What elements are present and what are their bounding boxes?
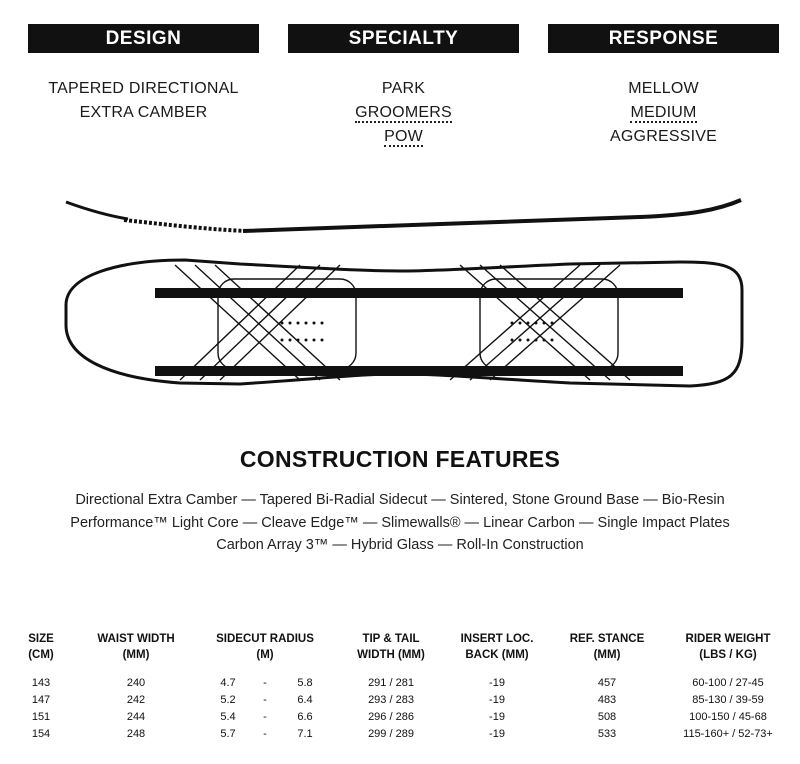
table-cell-sc-min: 4.7 xyxy=(220,677,236,689)
table-column-header xyxy=(216,631,314,663)
header-line: RIDER WEIGHT xyxy=(685,633,771,645)
header-line: WAIST WIDTH xyxy=(97,633,175,645)
table-cell-sc-min: 5.7 xyxy=(220,728,236,740)
table-cell-sc-max: 6.6 xyxy=(297,711,313,723)
construction-features-text xyxy=(0,489,800,557)
header-line: (CM) xyxy=(28,649,54,661)
specialty-list xyxy=(288,77,519,149)
table-cell-size: 154 xyxy=(31,728,51,740)
construction-line: Directional Extra Camber — Tapered Bi-Radial Sidecut — Sintered, Stone Ground Base — Bio-Resin xyxy=(75,492,725,508)
header-line: WIDTH (MM) xyxy=(357,649,425,661)
table-cell-waist: 248 xyxy=(126,728,146,740)
table-cell-insert: -19 xyxy=(489,694,505,706)
header-line: (MM) xyxy=(593,649,621,661)
specialty-item-label: GROOMERS xyxy=(355,104,452,121)
table-cell-weight: 60-100 / 27-45 xyxy=(692,677,764,689)
table-column-header xyxy=(357,631,425,663)
response-list xyxy=(548,77,779,149)
response-item-label: MELLOW xyxy=(628,80,699,97)
table-column-header xyxy=(461,631,534,663)
table-cell-sc-min: 5.4 xyxy=(220,711,236,723)
table-cell-weight: 100-150 / 45-68 xyxy=(689,711,767,723)
design-item-extra-camber xyxy=(28,101,259,125)
response-item-mellow xyxy=(548,77,779,101)
table-cell-waist: 244 xyxy=(126,711,146,723)
specialty-item-pow xyxy=(288,125,519,149)
table-cell-sc-max: 6.4 xyxy=(297,694,313,706)
specialty-item-label: POW xyxy=(384,128,423,145)
table-cell-waist: 240 xyxy=(126,677,146,689)
construction-title: CONSTRUCTION FEATURES xyxy=(239,446,561,472)
specialty-item-groomers xyxy=(288,101,519,125)
header-line: SIZE xyxy=(28,633,54,645)
header-line: TIP & TAIL xyxy=(362,633,420,645)
specialty-item-park xyxy=(288,77,519,101)
board-top-view-icon xyxy=(66,260,742,386)
table-cell-size: 151 xyxy=(31,711,51,723)
snowboard-illustration xyxy=(0,180,800,400)
specialty-item-label: PARK xyxy=(381,80,426,97)
header-line: (LBS / KG) xyxy=(699,649,757,661)
header-line: (M) xyxy=(256,649,274,661)
table-cell-weight: 115-160+ / 52-73+ xyxy=(683,728,773,740)
table-cell-sc-sep: - xyxy=(263,728,267,740)
header-line: INSERT LOC. xyxy=(460,633,534,645)
table-cell-sc-min: 5.2 xyxy=(220,694,236,706)
header-line: SIDECUT RADIUS xyxy=(216,633,314,645)
design-item-tapered-directional xyxy=(28,77,259,101)
table-cell-sc-sep: - xyxy=(263,694,267,706)
table-cell-tip-tail: 299 / 289 xyxy=(368,728,414,740)
table-cell-stance: 533 xyxy=(597,728,617,740)
response-item-medium xyxy=(548,101,779,125)
header-line: REF. STANCE xyxy=(569,633,645,645)
table-cell-sc-max: 5.8 xyxy=(297,677,313,689)
table-cell-size: 143 xyxy=(31,677,51,689)
table-cell-waist: 242 xyxy=(126,694,146,706)
response-item-label: AGGRESSIVE xyxy=(610,128,717,145)
board-profile-icon xyxy=(66,200,741,231)
table-cell-tip-tail: 293 / 283 xyxy=(368,694,414,706)
table-cell-insert: -19 xyxy=(489,677,505,689)
table-cell-stance: 483 xyxy=(597,694,617,706)
design-list xyxy=(28,77,259,125)
table-column-header xyxy=(97,631,174,663)
table-cell-tip-tail: 291 / 281 xyxy=(368,677,414,689)
header-line: (MM) xyxy=(122,649,150,661)
design-header: DESIGN xyxy=(28,24,259,53)
table-cell-insert: -19 xyxy=(489,711,505,723)
response-item-aggressive xyxy=(548,125,779,149)
response-header: RESPONSE xyxy=(548,24,779,53)
construction-line: Performance™ Light Core — Cleave Edge™ — Slimewalls® — Linear Carbon — Single Impact Plates xyxy=(70,514,730,531)
construction-line: Carbon Array 3™ — Hybrid Glass — Roll-In Construction xyxy=(216,537,584,553)
table-cell-insert: -19 xyxy=(489,728,505,740)
design-item-label: EXTRA CAMBER xyxy=(79,104,208,121)
table-cell-stance: 508 xyxy=(597,711,617,723)
table-cell-weight: 85-130 / 39-59 xyxy=(692,694,764,706)
table-column-header xyxy=(686,631,771,663)
design-item-label: TAPERED DIRECTIONAL xyxy=(48,80,239,97)
table-cell-size: 147 xyxy=(31,694,51,706)
table-cell-sc-sep: - xyxy=(263,677,267,689)
table-column-header xyxy=(570,631,645,663)
table-column-header xyxy=(28,631,54,663)
table-cell-tip-tail: 296 / 286 xyxy=(368,711,414,723)
table-cell-sc-max: 7.1 xyxy=(297,728,313,740)
header-line: BACK (MM) xyxy=(465,649,529,661)
table-cell-stance: 457 xyxy=(597,677,617,689)
response-item-label: MEDIUM xyxy=(630,104,697,121)
table-cell-sc-sep: - xyxy=(263,711,267,723)
specialty-header: SPECIALTY xyxy=(288,24,519,53)
